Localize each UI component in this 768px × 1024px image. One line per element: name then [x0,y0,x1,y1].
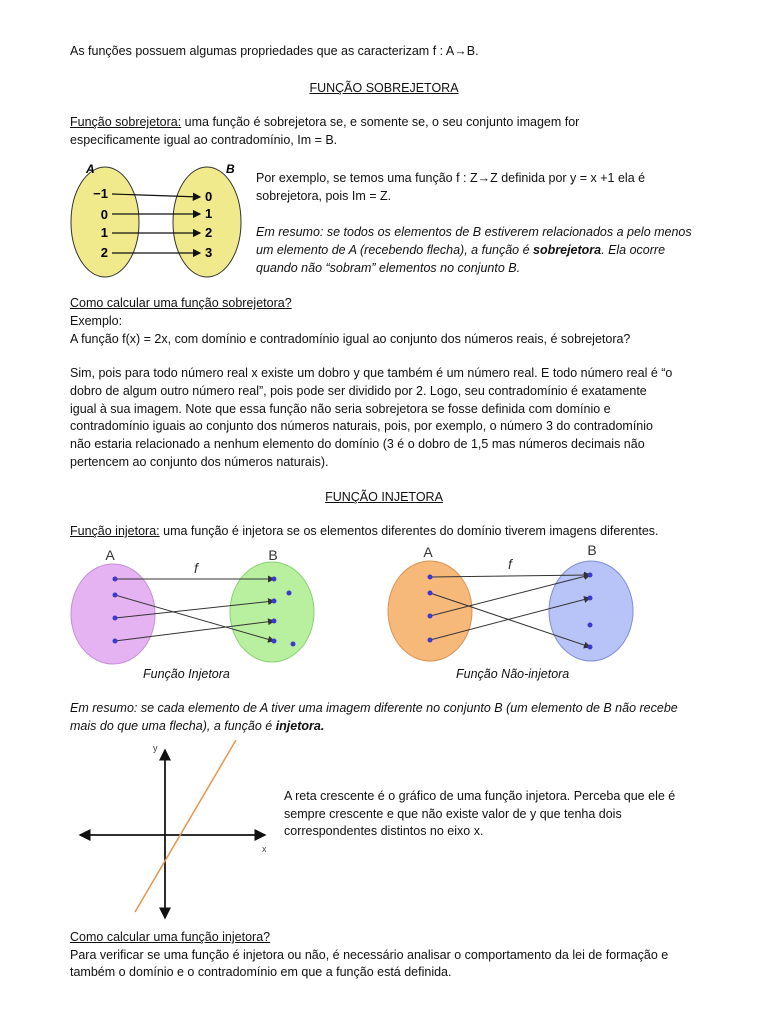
increasing-line [135,740,236,912]
summary-text: mais do que uma flecha), a função é [70,719,276,733]
injetora-term: Função injetora: [70,524,160,538]
set-b-ellipse [173,167,241,277]
a-value: 0 [100,207,108,222]
sobrejetora-definition-line2: especificamente igual ao contradomínio, Im = B. [70,133,338,147]
element-dot [588,645,593,650]
element-dot [272,639,277,644]
sobrejetora-term: Função sobrejetora: [70,115,182,129]
graph-text-line: A reta crescente é o gráfico de uma função injetora. Perceba que ele é [284,789,676,803]
sobrejetora-diagram [66,158,246,282]
a-value: 1 [100,225,108,240]
element-dot [428,614,433,619]
a-value: −1 [93,186,108,201]
element-dot [272,619,277,624]
element-dot [428,638,433,643]
set-a-label: A [86,162,95,176]
summary-bold-term: injetora. [275,719,325,733]
graph-text-line: correspondentes distintos no eixo x. [284,824,484,838]
function-f-label: f [194,560,198,576]
set-b-label: B [226,162,235,176]
element-dot [588,623,593,628]
set-b-ellipse [230,562,314,662]
caption-funcao-injetora: Função Injetora [143,667,230,681]
element-dot [113,593,118,598]
injetora-calc-line: também o domínio e o contradomínio em que a função está definida. [70,965,452,979]
sobrejetora-calc-heading: Como calcular uma função sobrejetora? [70,296,292,310]
injetora-def-text: uma função é injetora se os elementos diferentes do domínio tiverem imagens diferentes. [159,524,659,538]
caption-funcao-nao-injetora: Função Não-injetora [456,667,570,681]
element-dot [113,639,118,644]
set-a-label: A [105,547,115,563]
summary-bold-term: sobrejetora [533,243,602,257]
function-f-label: f [508,556,512,572]
sobrejetora-answer-line: não estaria relacionado a nenhum elemento do domínio (3 é o dobro de 1,5 mas números decimais não [70,437,645,451]
set-b-label: B [587,542,597,558]
element-dot [588,596,593,601]
a-value: 2 [100,245,108,260]
sobrejetora-answer-line: dobro de algum outro número real”, pois pode ser dividido por 2. Logo, seu contradomínio é exatamente [70,384,647,398]
sobrejetora-example-line1: Por exemplo, se temos uma função f : Z→Z definida por y = x +1 ela é [256,171,646,185]
element-dot [291,642,296,647]
heading-sobrejetora: FUNÇÃO SOBREJETORA [309,81,459,95]
injetora-summary-line1: Em resumo: se cada elemento de A tiver uma imagem diferente no conjunto B (um elemento de B não recebe [70,701,678,715]
summary-text: . Ela ocorre [601,243,666,257]
y-axis-label: y [153,743,158,753]
sobrejetora-answer-line: pertencem ao conjunto dos números naturais). [70,455,329,469]
element-dot [588,573,593,578]
b-value: 0 [205,189,213,204]
nao-injetora-diagram [380,540,650,685]
sobrejetora-summary-line2 [256,241,665,259]
element-dot [272,599,277,604]
element-dot [287,591,292,596]
sobrejetora-answer-line: Sim, pois para todo número real x existe um dobro y que também é um número real. E todo número real é “o [70,366,673,380]
sobrejetora-answer-line: igual à sua imagem. Note que essa função não seria sobrejetora se fosse definida com domínio e [70,402,611,416]
element-dot [113,616,118,621]
element-dot [272,577,277,582]
set-a-label: A [423,544,433,560]
sobrejetora-example-line2: sobrejetora, pois Im = Z. [256,189,392,203]
sobrejetora-answer-line: contradomínio iguais ao conjunto dos números naturais, pois, por exemplo, o número 3 do contradomínio [70,419,653,433]
injetora-calc-heading: Como calcular uma função injetora? [70,930,271,944]
b-value: 2 [205,225,213,240]
sobrejetora-example-label: Exemplo: [70,314,123,328]
injetora-diagram [60,540,340,685]
graph-text-line: sempre crescente e que não existe valor de y que tenha dois [284,807,622,821]
b-value: 1 [205,206,213,221]
x-axis-label: x [262,844,267,854]
increasing-line-graph [70,740,280,925]
injetora-summary-line2 [70,717,324,735]
sobrejetora-def-text: uma função é sobrejetora se, e somente se, o seu conjunto imagem for [181,115,580,129]
element-dot [113,577,118,582]
sobrejetora-summary-line3: quando não “sobram” elementos no conjunto B. [256,261,521,275]
sobrejetora-definition-line1 [70,113,579,131]
intro-text: As funções possuem algumas propriedades que as caracterizam f : A→B. [70,44,479,58]
set-a-ellipse [71,167,139,277]
b-value: 3 [205,245,213,260]
injetora-calc-line: Para verificar se uma função é injetora ou não, é necessário analisar o comportamento da lei de formação e [70,948,669,962]
set-b-label: B [268,547,278,563]
element-dot [428,591,433,596]
sobrejetora-calc-question: A função f(x) = 2x, com domínio e contradomínio igual ao conjunto dos números reais, é sobrejetora? [70,332,631,346]
sobrejetora-summary-line1: Em resumo: se todos os elementos de B estiverem relacionados a pelo menos [256,225,692,239]
injetora-definition [70,522,659,540]
heading-injetora: FUNÇÃO INJETORA [325,490,443,504]
summary-text: um elemento de A (recebendo flecha), a função é [256,243,534,257]
element-dot [428,575,433,580]
